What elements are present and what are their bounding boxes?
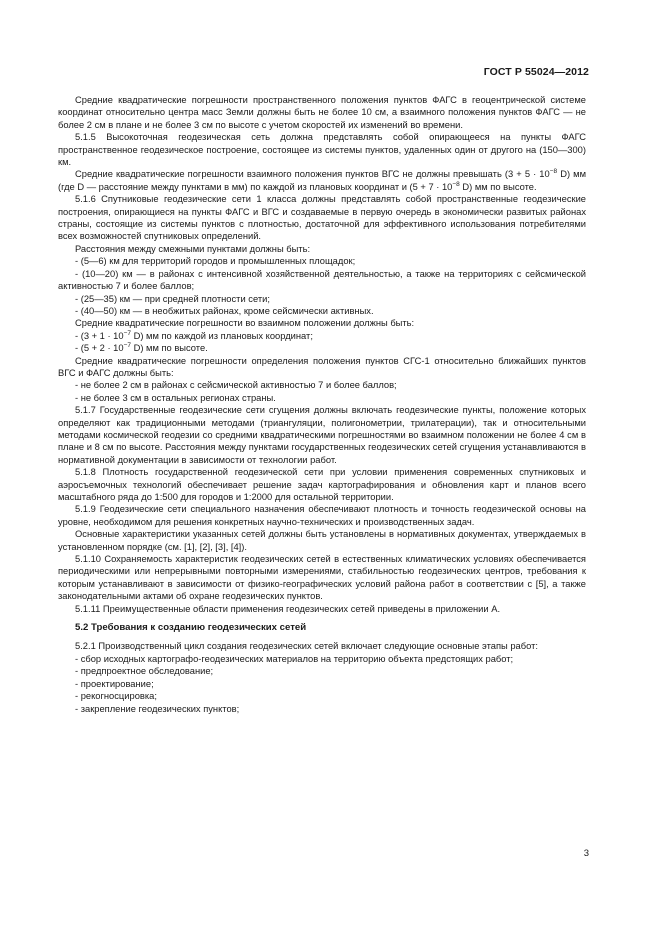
- list-item: - закрепление геодезических пунктов;: [75, 703, 240, 714]
- list-item: - (10—20) км — в районах с интенсивной хозяйственной деятельностью, а также на территориях с сейсмической активностью 7 и более баллов;: [58, 268, 586, 292]
- clause-5-2-1: 5.2.1 Производственный цикл создания геодезических сетей включает следующие основные этапы работ:: [75, 641, 538, 652]
- list-item: - (40—50) км — в необжитых районах, кроме сейсмически активных.: [75, 305, 374, 316]
- list-item: - не более 3 см в остальных регионах страны.: [75, 392, 276, 403]
- standard-number: ГОСТ Р 55024—2012: [483, 66, 589, 78]
- paragraph: Средние квадратические погрешности пространственного положения пунктов ФАГС в геоцентрической системе координат относительно центра масс Земли должны быть не более 10 см, а взаимного положения пунктов ФАГС — не более 2 см в плане и не более 3 см по высоте с учетом скоростей их изменений во времени.: [58, 95, 586, 130]
- list-item: - рекогносцировка;: [75, 691, 157, 702]
- paragraph: Средние квадратические погрешности во взаимном положении должны быть:: [75, 318, 415, 329]
- clause-5-1-10: 5.1.10 Сохраняемость характеристик геодезических сетей в естественных климатических условиях обеспечивается периодическими или непрерывными повторными измерениями, стабильностью геодезических центров, требования к которым устанавливают в зависимости от физико-географических условий района работ в соответствии с [5], а также законодательными актами об охране геодезических пунктов.: [58, 554, 586, 602]
- list-item: - не более 2 см в районах с сейсмической активностью 7 и более баллов;: [75, 380, 397, 391]
- paragraph: Основные характеристики указанных сетей должны быть установлены в нормативных документах, утверждаемых в установленном порядке (см. [1], [2], [3], [4]).: [58, 529, 586, 552]
- clause-5-1-9: 5.1.9 Геодезические сети специального назначения обеспечивают плотность и точность геодезической основы на уровне, необходимом для решения конкретных научно-технических и производственных задач.: [58, 504, 586, 527]
- clause-5-1-11: 5.1.11 Преимущественные области применения геодезических сетей приведены в приложении А.: [75, 603, 501, 614]
- list-item: - ($3 + 1 \cdot 10^{-7}$ D) мм по каждой из плановых координат;: [75, 329, 313, 341]
- list-item: - проектирование;: [75, 678, 154, 689]
- list-item: - ($5 + 2 \cdot 10^{-7}$ D) мм по высоте.: [75, 342, 208, 354]
- paragraph: Средние квадратические погрешности определения положения пунктов СГС-1 относительно ближайших пунктов ВГС и ФАГС должны быть:: [58, 355, 586, 378]
- list-item: - (25—35) км — при средней плотности сети;: [75, 293, 270, 304]
- section-heading-5-2: 5.2 Требования к созданию геодезических сетей: [75, 622, 307, 634]
- paragraph: Расстояния между смежными пунктами должны быть:: [75, 243, 311, 254]
- clause-5-1-8: 5.1.8 Плотность государственной геодезической сети при условии применения современных спутниковых и аэросъемочных технологий обеспечивает решение задач картографирования и обновления карт и планов всего масштабного ряда до 1:500 для городов и 1:2000 для остальной территории.: [58, 467, 586, 502]
- paragraph-vgs-accuracy: Средние квадратические погрешности взаимного положения пунктов ВГС не должны превышать ($3 + 5 \cdot 10^{-8}$ D) мм (где D — расстояние между пунктами в мм) по каждой из плановых координат и ($5 + 7 \cdot 10^{-8}$ D) мм по высоте.: [58, 168, 586, 192]
- page-number: 3: [583, 848, 589, 859]
- document-body: [58, 94, 586, 715]
- list-item: - (5—6) км для территорий городов и промышленных площадок;: [75, 256, 356, 267]
- list-item: - сбор исходных картографо-геодезических материалов на территорию объекта предстоящих работ;: [75, 653, 514, 664]
- clause-5-1-5: 5.1.5 Высокоточная геодезическая сеть должна представлять собой опирающееся на пункты ФАГС пространственное геодезическое построение, состоящее из системы пунктов, удаленных один от другого на (150—300) км.: [58, 132, 586, 168]
- clause-5-1-7: 5.1.7 Государственные геодезические сети сгущения должны включать геодезические пункты, положение которых определяют как традиционными методами (триангуляции, полигонометрии, трилатерации), так и относительными методами космической геодезии со средними квадратическими погрешностями во взаимном положении не более 4 см в плане и 8 см по высоте. Расстояния между пунктами государственных геодезических сетей сгущения устанавливаются в нормативной документации в зависимости от технологии работ.: [58, 405, 586, 465]
- clause-5-1-6: 5.1.6 Спутниковые геодезические сети 1 класса должны представлять собой пространственные геодезические построения, опирающиеся на пункты ФАГС и ВГС и создаваемые в первую очередь в экономически развитых районах страны, состоящие из системы пунктов с плотностью, достаточной для эффективного использования потребителями всех возможностей спутниковых определений.: [58, 194, 586, 242]
- list-item: - предпроектное обследование;: [75, 666, 214, 677]
